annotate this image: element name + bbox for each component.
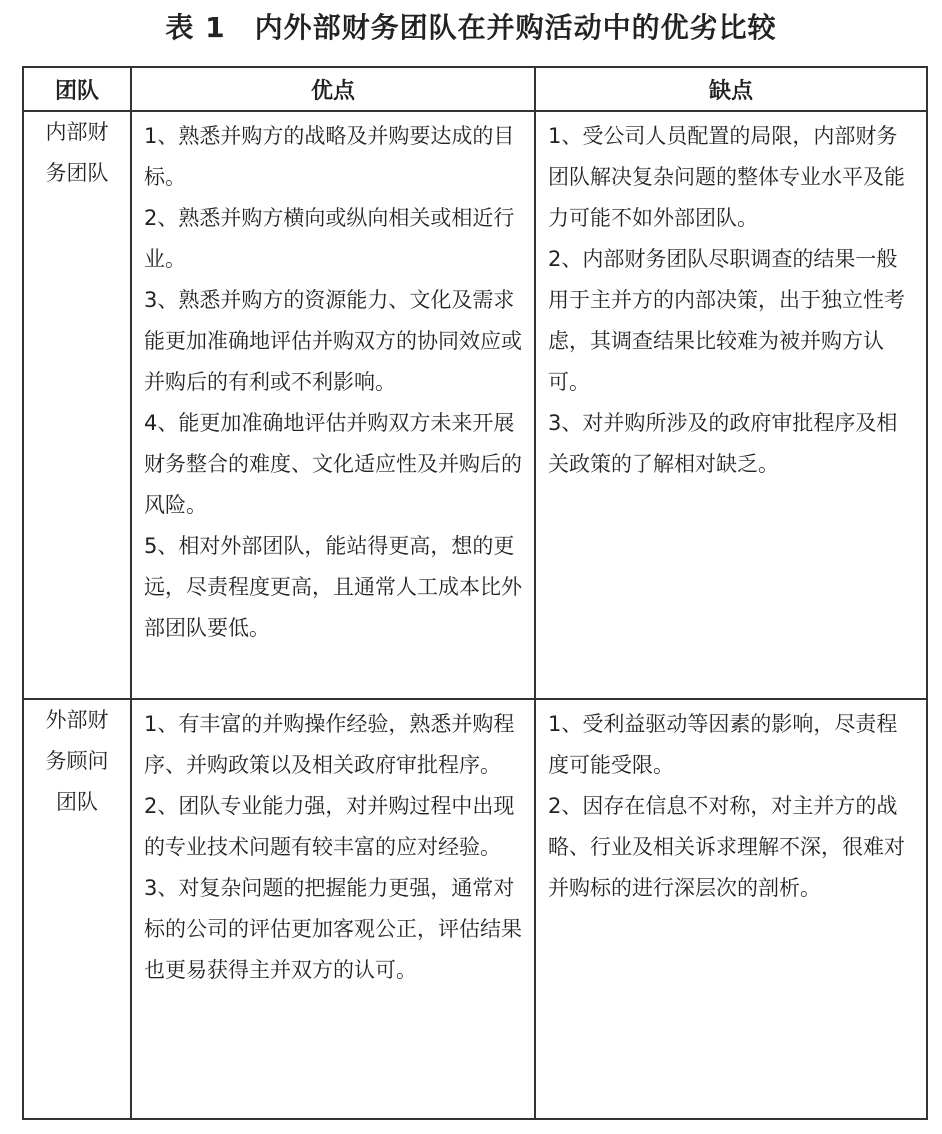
team-label-line: 务团队 (45, 161, 109, 185)
cons-item: 2、因存在信息不对称，对主并方的战略、行业及相关诉求理解不深，很难对并购标的进行深层次的剖析。 (548, 794, 905, 900)
team-label-line: 内部财 (45, 120, 109, 144)
pros-item: 能更加准确地评估并购双方的协同效应或并购后的有利或不利影响。 (144, 329, 522, 394)
pros-item: 1、熟悉并购方的战略及并购要达成的目标。 (144, 124, 515, 189)
pros-item: 2、熟悉并购方横向或纵向相关或相近行业。 (144, 206, 515, 271)
table-row-internal-team (23, 111, 927, 699)
pros-item: 5、相对外部团队，能站得更高，想的更远，尽责程度更高，且通常人工成本比外部团队要低。 (144, 534, 522, 640)
header-cons: 缺点 (535, 67, 927, 111)
team-cell-external (23, 699, 131, 1119)
cons-cell-external (535, 699, 927, 1119)
pros-item: 3、对复杂问题的把握能力更强，通常对标的公司的评估更加客观公正，评估结果也更易获得主并双方的认可。 (144, 876, 522, 982)
team-label-line: 务顾问 (45, 749, 109, 773)
cons-item: 1、受公司人员配置的局限，内部财务团队解决复杂问题的整体专业水平及能力可能不如外部团队。 (548, 124, 905, 230)
header-team: 团队 (23, 67, 131, 111)
table-row-external-team (23, 699, 927, 1119)
team-label-line: 团队 (56, 790, 98, 814)
header-row (23, 67, 927, 111)
cons-item: 1、受利益驱动等因素的影响，尽责程度可能受限。 (548, 712, 898, 777)
pros-item: 1、有丰富的并购操作经验，熟悉并购程序、并购政策以及相关政府审批程序。 (144, 712, 515, 777)
pros-item: 2、团队专业能力强，对并购过程中出现的专业技术问题有较丰富的应对经验。 (144, 794, 515, 859)
team-label-line: 外部财 (45, 708, 109, 732)
comparison-table (22, 66, 928, 1120)
pros-cell-external (131, 699, 535, 1119)
cons-item: 2、内部财务团队尽职调查的结果一般用于主并方的内部决策，出于独立性考虑，其调查结果比较难为被并购方认可。 (548, 247, 905, 394)
team-cell-internal (23, 111, 131, 699)
pros-cell-internal (131, 111, 535, 699)
pros-item: 3、熟悉并购方的资源能力、文化及需求 (144, 288, 515, 312)
cons-cell-internal (535, 111, 927, 699)
pros-item: 4、能更加准确地评估并购双方未来开展财务整合的难度、文化适应性及并购后的风险。 (144, 411, 522, 517)
header-pros: 优点 (131, 67, 535, 111)
table-title: 表 1 内外部财务团队在并购活动中的优劣比较 (165, 11, 777, 44)
cons-item: 3、对并购所涉及的政府审批程序及相关政策的了解相对缺乏。 (548, 411, 898, 476)
